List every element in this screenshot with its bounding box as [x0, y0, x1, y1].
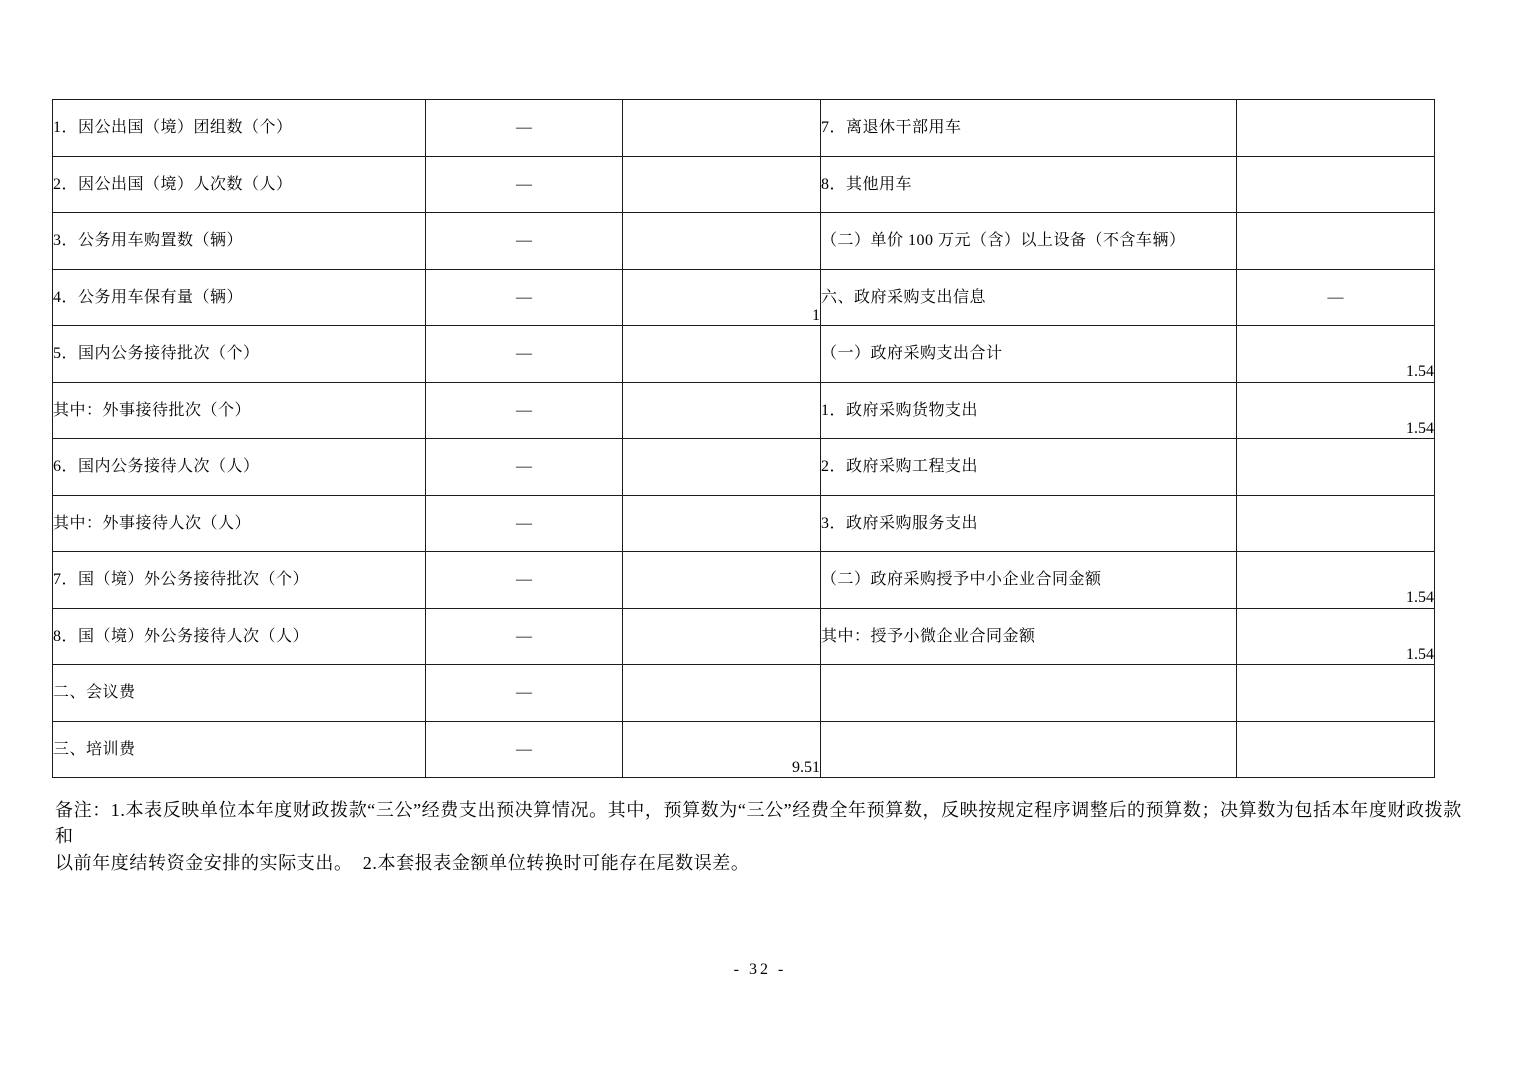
table-row — [53, 495, 1435, 552]
value-cell: — — [426, 608, 623, 665]
value-cell: — — [426, 382, 623, 439]
value-cell: — — [426, 665, 623, 722]
item-label-left: 7．国（境）外公务接待批次（个） — [53, 552, 426, 609]
table-row — [53, 156, 1435, 213]
section-label-right: 六、政府采购支出信息 — [821, 269, 1237, 326]
value-cell: 1.54 — [1237, 608, 1435, 665]
table-row — [53, 665, 1435, 722]
item-label-right: 3．政府采购服务支出 — [821, 495, 1237, 552]
value-cell — [1237, 100, 1435, 157]
table-row — [53, 100, 1435, 157]
item-label-left: 3．公务用车购置数（辆） — [53, 213, 426, 270]
item-label-right: （二）政府采购授予中小企业合同金额 — [821, 552, 1237, 609]
item-label-right: （一）政府采购支出合计 — [821, 326, 1237, 383]
value-cell: 1.54 — [1237, 382, 1435, 439]
item-label-right: 1．政府采购货物支出 — [821, 382, 1237, 439]
empty-cell — [821, 665, 1237, 722]
item-label-left: 其中：外事接待批次（个） — [53, 382, 426, 439]
value-cell: — — [426, 326, 623, 383]
item-label-left: 6．国内公务接待人次（人） — [53, 439, 426, 496]
item-label-left: 4．公务用车保有量（辆） — [53, 269, 426, 326]
value-cell: — — [426, 721, 623, 778]
table-row — [53, 213, 1435, 270]
value-cell: — — [1237, 269, 1435, 326]
value-cell — [623, 665, 821, 722]
value-cell — [623, 100, 821, 157]
value-cell: 1 — [623, 269, 821, 326]
table-row — [53, 326, 1435, 383]
value-cell: — — [426, 213, 623, 270]
value-cell — [623, 213, 821, 270]
table-row — [53, 439, 1435, 496]
item-label-right: 其中：授予小微企业合同金额 — [821, 608, 1237, 665]
footnote-line-2: 以前年度结转资金安排的实际支出。 2.本套报表金额单位转换时可能存在尾数误差。 — [55, 853, 750, 873]
value-cell — [1237, 665, 1435, 722]
value-cell: — — [426, 269, 623, 326]
item-label-right: （二）单价 100 万元（含）以上设备（不含车辆） — [821, 213, 1237, 270]
value-cell: — — [426, 100, 623, 157]
value-cell — [623, 608, 821, 665]
value-cell — [623, 552, 821, 609]
value-cell: 1.54 — [1237, 552, 1435, 609]
value-cell — [623, 326, 821, 383]
page-number: - 32 - — [733, 961, 787, 978]
item-label-left: 2．因公出国（境）人次数（人） — [53, 156, 426, 213]
table-row — [53, 552, 1435, 609]
table-row — [53, 608, 1435, 665]
value-cell — [623, 382, 821, 439]
table-row — [53, 382, 1435, 439]
item-label-left: 其中：外事接待人次（人） — [53, 495, 426, 552]
value-cell — [1237, 156, 1435, 213]
section-label-left: 三、培训费 — [53, 721, 426, 778]
value-cell — [623, 495, 821, 552]
value-cell — [623, 156, 821, 213]
value-cell: — — [426, 495, 623, 552]
value-cell: — — [426, 156, 623, 213]
three-public-expense-table — [52, 99, 1435, 778]
value-cell — [623, 439, 821, 496]
footnote-line-1: 备注：1.本表反映单位本年度财政拨款“三公”经费支出预决算情况。其中，预算数为“三公”经费全年预算数，反映按规定程序调整后的预算数；决算数为包括本年度财政拨款和 — [55, 800, 1462, 846]
empty-cell — [821, 721, 1237, 778]
value-cell — [1237, 721, 1435, 778]
value-cell: 1.54 — [1237, 326, 1435, 383]
section-label-left: 二、会议费 — [53, 665, 426, 722]
item-label-right: 8．其他用车 — [821, 156, 1237, 213]
table-row — [53, 721, 1435, 778]
item-label-left: 1．因公出国（境）团组数（个） — [53, 100, 426, 157]
value-cell — [1237, 439, 1435, 496]
item-label-right: 2．政府采购工程支出 — [821, 439, 1237, 496]
value-cell: 9.51 — [623, 721, 821, 778]
value-cell: — — [426, 439, 623, 496]
item-label-right: 7．离退休干部用车 — [821, 100, 1237, 157]
item-label-left: 8．国（境）外公务接待人次（人） — [53, 608, 426, 665]
value-cell — [1237, 213, 1435, 270]
item-label-left: 5．国内公务接待批次（个） — [53, 326, 426, 383]
value-cell: — — [426, 552, 623, 609]
table-row — [53, 269, 1435, 326]
value-cell — [1237, 495, 1435, 552]
